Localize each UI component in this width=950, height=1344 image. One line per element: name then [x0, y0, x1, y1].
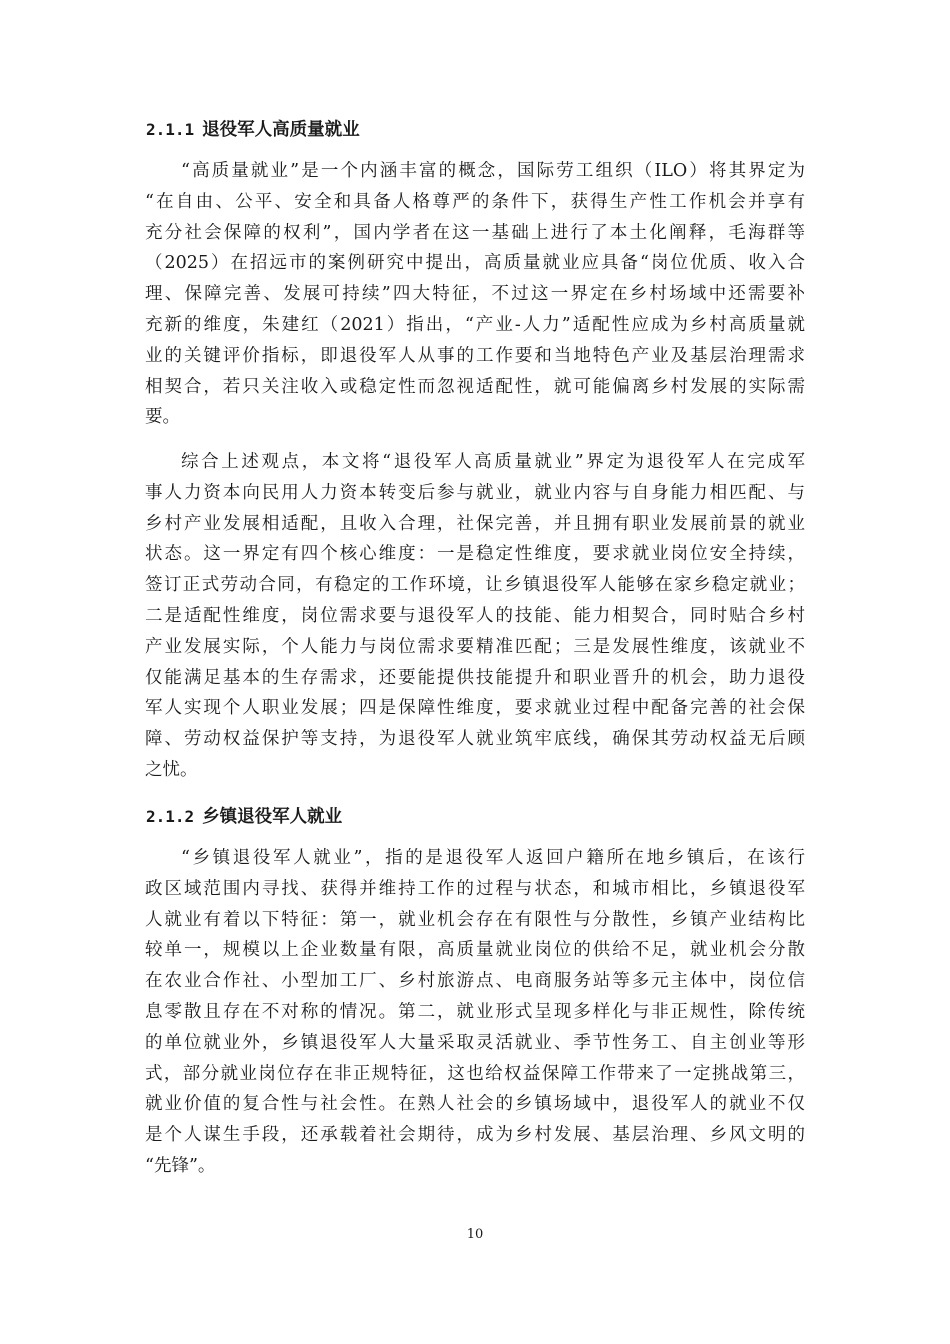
- paragraph-line: 充分社会保障的权利”，国内学者在这一基础上进行了本土化阐释，毛海群等: [145, 222, 805, 243]
- paragraph-line: 仅能满足基本的生存需求，还要能提供技能提升和职业晋升的机会，助力退役: [145, 667, 805, 688]
- paragraph-line: 理、保障完善、发展可持续”四大特征，不过这一界定在乡村场域中还需要补: [145, 284, 805, 305]
- paragraph-line: 综合上述观点，本文将“退役军人高质量就业”界定为退役军人在完成军: [181, 452, 805, 472]
- paragraph-line: 相契合，若只关注收入或稳定性而忽视适配性，就可能偏离乡村发展的实际需: [145, 376, 805, 397]
- paragraph-line: 在农业合作社、小型加工厂、乡村旅游点、电商服务站等多元主体中，岗位信: [145, 971, 805, 992]
- paragraph-four-core-dimensions: [145, 447, 805, 786]
- paragraph-line: 的单位就业外，乡镇退役军人大量采取灵活就业、季节性务工、自主创业等形: [145, 1032, 805, 1053]
- paragraph-line: 息零散且存在不对称的情况。第二，就业形式呈现多样化与非正规性，除传统: [145, 1001, 805, 1022]
- paragraph-line: 签订正式劳动合同，有稳定的工作环境，让乡镇退役军人能够在家乡稳定就业；: [145, 575, 805, 596]
- section-heading-2-1-1: [146, 118, 806, 142]
- section-heading-2-1-2: [146, 805, 806, 829]
- paragraph-line: 事人力资本向民用人力资本转变后参与就业，就业内容与自身能力相匹配、与: [145, 482, 805, 503]
- section-number: 2.1.1: [146, 120, 195, 139]
- paragraph-line: “乡镇退役军人就业”，指的是退役军人返回户籍所在地乡镇后，在该行: [181, 848, 805, 868]
- paragraph-line: 军人实现个人职业发展；四是保障性维度，要求就业过程中配备完善的社会保: [145, 698, 805, 719]
- paragraph-line: 式，部分就业岗位存在非正规特征，这也给权益保障工作带来了一定挑战第三，: [145, 1063, 805, 1084]
- paragraph-line: “先锋”。: [145, 1155, 216, 1176]
- section-number: 2.1.2: [146, 807, 195, 826]
- paragraph-line: 之忧。: [145, 759, 198, 780]
- paragraph-line: 产业发展实际，个人能力与岗位需求要精准匹配；三是发展性维度，该就业不: [145, 636, 805, 657]
- page-number: 10: [466, 1227, 484, 1242]
- paragraph-line: “在自由、公平、安全和具备人格尊严的条件下，获得生产性工作机会并享有: [145, 191, 805, 212]
- section-title: 退役军人高质量就业: [202, 120, 360, 140]
- paragraph-line: 要。: [145, 407, 180, 428]
- paragraph-line: 较单一，规模以上企业数量有限，高质量就业岗位的供给不足，就业机会分散: [145, 940, 805, 961]
- section-title: 乡镇退役军人就业: [202, 807, 343, 827]
- paragraph-line: （2025）在招远市的案例研究中提出，高质量就业应具备“岗位优质、收入合: [145, 253, 805, 274]
- paragraph-township-veteran-employment: [145, 843, 805, 1182]
- paragraph-line: 业的关键评价指标，即退役军人从事的工作要和当地特色产业及基层治理需求: [145, 345, 805, 366]
- paragraph-line: 是个人谋生手段，还承载着社会期待，成为乡村发展、基层治理、乡风文明的: [145, 1125, 805, 1146]
- paragraph-high-quality-employment-definition: [145, 156, 805, 433]
- paragraph-line: 人就业有着以下特征：第一，就业机会存在有限性与分散性，乡镇产业结构比: [145, 909, 805, 930]
- paragraph-line: 状态。这一界定有四个核心维度：一是稳定性维度，要求就业岗位安全持续，: [145, 544, 805, 565]
- paragraph-line: 充新的维度，朱建红（2021）指出，“产业-人力”适配性应成为乡村高质量就: [145, 314, 805, 335]
- paragraph-line: “高质量就业”是一个内涵丰富的概念，国际劳工组织（ILO）将其界定为: [181, 161, 805, 181]
- paragraph-line: 二是适配性维度，岗位需求要与退役军人的技能、能力相契合，同时贴合乡村: [145, 605, 805, 626]
- paragraph-line: 障、劳动权益保护等支持，为退役军人就业筑牢底线，确保其劳动权益无后顾: [145, 729, 805, 750]
- paragraph-line: 就业价值的复合性与社会性。在熟人社会的乡镇场域中，退役军人的就业不仅: [145, 1094, 805, 1115]
- paragraph-line: 乡村产业发展相适配，且收入合理，社保完善，并且拥有职业发展前景的就业: [145, 513, 805, 534]
- paragraph-line: 政区域范围内寻找、获得并维持工作的过程与状态，和城市相比，乡镇退役军: [145, 878, 805, 899]
